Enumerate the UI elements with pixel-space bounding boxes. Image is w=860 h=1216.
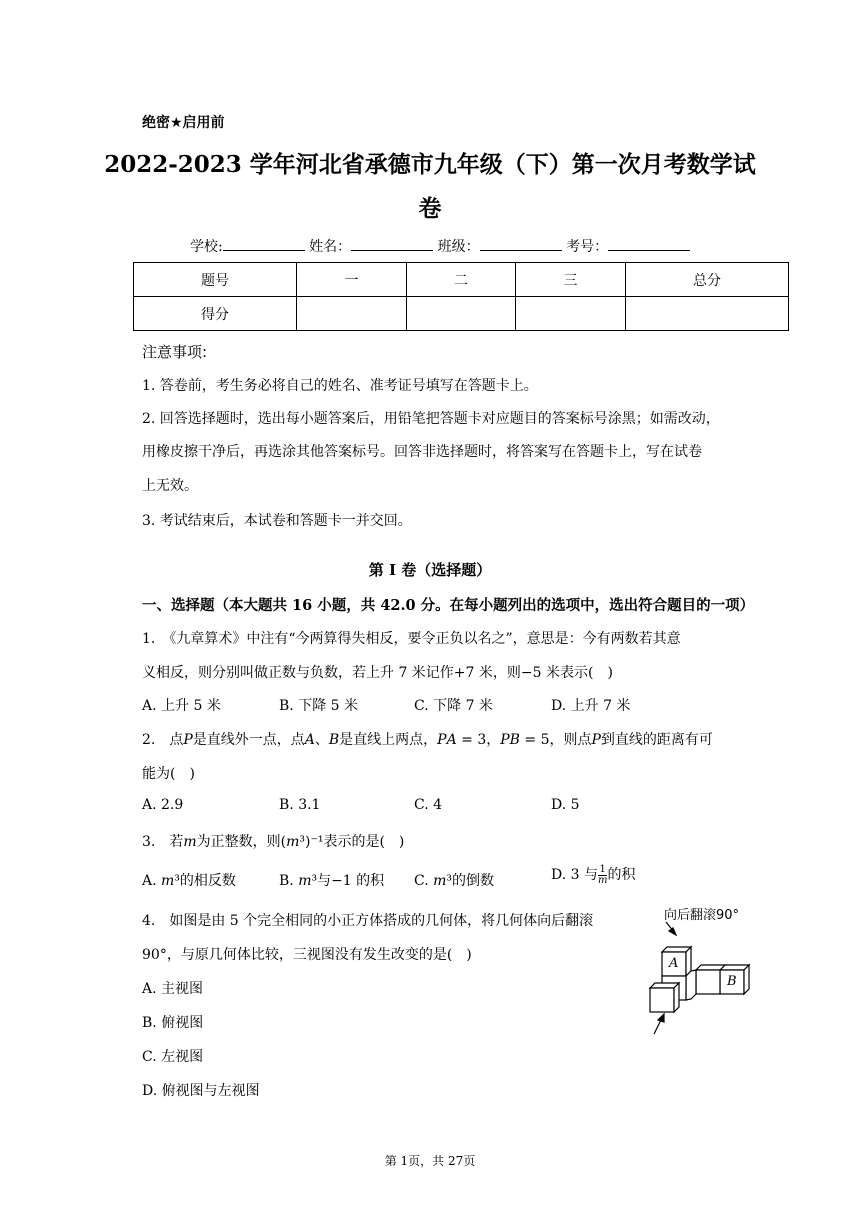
q1-option-d: D. 上升 7 米	[551, 698, 631, 714]
secret-label: 绝密★启用前	[142, 115, 225, 131]
q2-stem-line2: 能为( )	[142, 766, 195, 782]
q1-stem-line2: 义相反，则分别叫做正数与负数，若上升 7 米记作+7 米，则−5 米表示( )	[142, 665, 613, 681]
page-footer: 第 1页，共 27页	[384, 1154, 476, 1168]
cube-label-a: A	[669, 956, 679, 971]
exam-title-line2: 卷	[418, 195, 442, 222]
q1-option-a: A. 上升 5 米	[142, 698, 221, 714]
q3-option-d-suffix: 的积	[607, 867, 636, 883]
q3-option-d-prefix: D. 3 与	[551, 867, 598, 883]
exam-title-line1: 2022-2023 学年河北省承德市九年级（下）第一次月考数学试	[104, 151, 756, 178]
class-field	[480, 236, 562, 251]
school-field	[223, 236, 305, 251]
score-table-header-row	[134, 263, 789, 297]
score-table-score-row	[134, 297, 789, 331]
q4-option-c: C. 左视图	[142, 1049, 204, 1065]
q1-option-b: B. 下降 5 米	[279, 698, 358, 714]
section-title: 第 I 卷（选择题）	[368, 561, 492, 579]
number-label: 考号：	[566, 239, 609, 255]
q3-stem: 3. 若𝑚为正整数，则(𝑚³)⁻¹表示的是( )	[142, 834, 405, 850]
q4-option-a: A. 主视图	[142, 981, 204, 997]
q3-option-b: B. 𝑚³与−1 的积	[279, 873, 385, 889]
q1-stem-line1: 1. 《九章算术》中注有“今两算得失相反，要令正负以名之”，意思是：今有两数若其意	[142, 631, 681, 647]
number-field	[608, 236, 690, 251]
score-cell	[626, 297, 789, 331]
score-header-cell: 一	[297, 263, 407, 297]
fraction-numerator: 1	[599, 863, 606, 875]
score-header-cell: 题号	[134, 263, 297, 297]
q4-stem-line2: 90°，与原几何体比较，三视图没有发生改变的是( )	[142, 947, 472, 963]
q3-option-c: C. 𝑚³的倒数	[414, 873, 495, 889]
q3-option-a: A. 𝑚³的相反数	[142, 873, 236, 889]
name-label: 姓名：	[309, 239, 352, 255]
score-header-cell: 二	[407, 263, 516, 297]
q4-option-d: D. 俯视图与左视图	[142, 1083, 260, 1099]
score-cell	[297, 297, 407, 331]
notice-line: 1. 答卷前，考生务必将自己的姓名、准考证号填写在答题卡上。	[142, 378, 538, 394]
student-info-line	[190, 236, 690, 256]
q2-option-d: D. 5	[551, 797, 580, 813]
school-label: 学校:	[190, 239, 223, 255]
score-header-cell: 总分	[626, 263, 789, 297]
cube-label-b: B	[727, 974, 737, 989]
score-cell	[407, 297, 516, 331]
score-cell	[516, 297, 626, 331]
notice-line: 2. 回答选择题时，选出每小题答案后，用铅笔把答题卡对应题目的答案标号涂黑；如需改动，	[142, 411, 720, 427]
score-row-label: 得分	[134, 297, 297, 331]
q2-option-b: B. 3.1	[279, 797, 321, 813]
score-header-cell: 三	[516, 263, 626, 297]
notice-line: 上无效。	[142, 478, 198, 494]
cube-drawing	[632, 904, 757, 1039]
figure-caption: 向后翻滚90°	[664, 908, 740, 923]
q2-option-c: C. 4	[414, 797, 443, 813]
q3-option-d	[551, 864, 635, 886]
notice-line: 3. 考试结束后，本试卷和答题卡一并交回。	[142, 513, 412, 529]
class-label: 班级：	[437, 239, 480, 255]
q1-option-c: C. 下降 7 米	[414, 698, 493, 714]
notice-heading: 注意事项:	[142, 343, 208, 361]
cube-figure	[632, 904, 757, 1039]
fraction-denominator: 𝑚	[597, 874, 608, 886]
q4-option-b: B. 俯视图	[142, 1015, 204, 1031]
q2-option-a: A. 2.9	[142, 797, 184, 813]
q2-stem-line1: 2. 点𝑃是直线外一点，点𝐴、𝐵是直线上两点，𝑃𝐴 = 3，𝑃𝐵 = 5，则点𝑃到直线的距离有可	[142, 732, 713, 748]
name-field	[351, 236, 433, 251]
q4-stem-line1: 4. 如图是由 5 个完全相同的小正方体搭成的几何体，将几何体向后翻滚	[142, 913, 594, 929]
notice-line: 用橡皮擦干净后，再选涂其他答案标号。回答非选择题时，将答案写在答题卡上，写在试卷	[142, 444, 702, 460]
score-table	[133, 262, 789, 331]
choice-section-heading: 一、选择题（本大题共 16 小题，共 42.0 分。在每小题列出的选项中，选出符合题目的一项）	[142, 597, 755, 614]
